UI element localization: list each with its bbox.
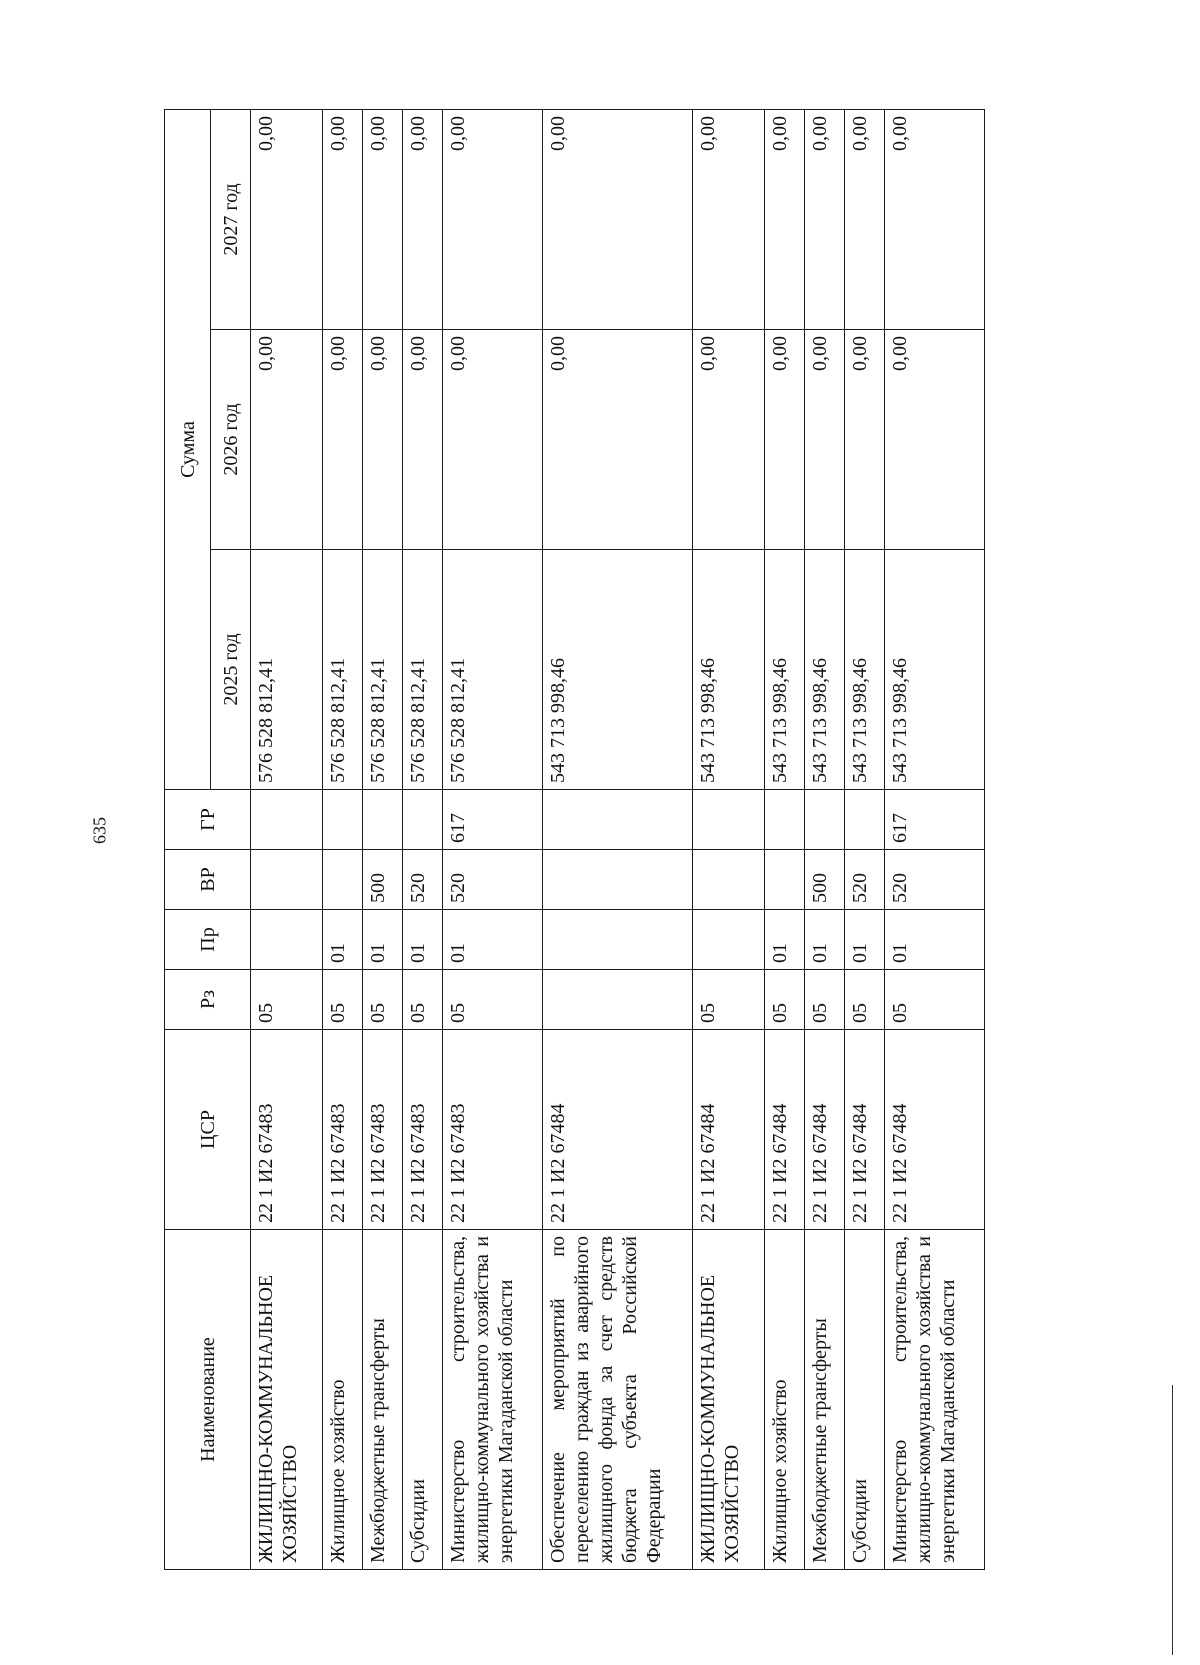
budget-table-rotated [164, 110, 959, 1570]
cell-pr: 01 [363, 910, 403, 970]
cell-gr [693, 790, 765, 850]
cell-csr: 22 1 И2 67483 [363, 1030, 403, 1230]
cell-gr [251, 790, 323, 850]
header-csr: ЦСР [165, 1030, 251, 1230]
cell-2025: 576 528 812,41 [323, 550, 363, 790]
cell-gr [765, 790, 805, 850]
cell-2026: 0,00 [323, 330, 363, 550]
cell-vr [543, 850, 693, 910]
header-vr: ВР [165, 850, 251, 910]
cell-csr: 22 1 И2 67484 [805, 1030, 845, 1230]
cell-2027: 0,00 [543, 109, 693, 329]
header-2027: 2027 год [211, 109, 251, 329]
header-sum: Сумма [165, 109, 211, 789]
cell-2027: 0,00 [363, 109, 403, 329]
table-body [251, 109, 985, 1569]
header-2025: 2025 год [211, 550, 251, 790]
table-row [403, 109, 443, 1569]
cell-name: Субсидии [845, 1230, 885, 1570]
cell-name: Субсидии [403, 1230, 443, 1570]
cell-vr: 520 [403, 850, 443, 910]
cell-vr: 520 [845, 850, 885, 910]
cell-2025: 543 713 998,46 [543, 550, 693, 790]
cell-gr [403, 790, 443, 850]
budget-table [164, 109, 985, 1570]
cell-2025: 543 713 998,46 [805, 550, 845, 790]
cell-2026: 0,00 [443, 330, 543, 550]
page-number: 635 [89, 817, 110, 844]
cell-2026: 0,00 [805, 330, 845, 550]
cell-2026: 0,00 [363, 330, 403, 550]
cell-2025: 576 528 812,41 [403, 550, 443, 790]
cell-csr: 22 1 И2 67483 [443, 1030, 543, 1230]
cell-vr: 520 [885, 850, 985, 910]
cell-name: Министерство строительства, жилищно-коммунального хозяйства и энергетики Магаданской области [885, 1230, 985, 1570]
cell-pr: 01 [443, 910, 543, 970]
cell-csr: 22 1 И2 67484 [885, 1030, 985, 1230]
cell-rz: 05 [845, 970, 885, 1030]
cell-2026: 0,00 [251, 330, 323, 550]
cell-2025: 543 713 998,46 [845, 550, 885, 790]
cell-pr: 01 [845, 910, 885, 970]
cell-vr [765, 850, 805, 910]
cell-2025: 543 713 998,46 [885, 550, 985, 790]
cell-2025: 543 713 998,46 [693, 550, 765, 790]
cell-pr: 01 [885, 910, 985, 970]
cell-csr: 22 1 И2 67483 [403, 1030, 443, 1230]
cell-csr: 22 1 И2 67483 [251, 1030, 323, 1230]
cell-vr: 500 [805, 850, 845, 910]
cell-pr [693, 910, 765, 970]
cell-pr [251, 910, 323, 970]
table-row [543, 109, 693, 1569]
cell-pr: 01 [805, 910, 845, 970]
cell-name: Обеспечение мероприятий по переселению граждан из аварийного жилищного фонда за счет средств бюджета субъекта Российской Федерации [543, 1230, 693, 1570]
table-row [805, 109, 845, 1569]
cell-csr: 22 1 И2 67484 [845, 1030, 885, 1230]
header-pr: Пр [165, 910, 251, 970]
cell-vr [323, 850, 363, 910]
cell-vr [251, 850, 323, 910]
table-row [765, 109, 805, 1569]
cell-2026: 0,00 [765, 330, 805, 550]
cell-rz: 05 [363, 970, 403, 1030]
cell-name: Межбюджетные трансферты [805, 1230, 845, 1570]
cell-gr [845, 790, 885, 850]
cell-2027: 0,00 [403, 109, 443, 329]
cell-rz: 05 [403, 970, 443, 1030]
cell-2027: 0,00 [443, 109, 543, 329]
cell-csr: 22 1 И2 67484 [543, 1030, 693, 1230]
cell-name: Министерство строительства, жилищно-коммунального хозяйства и энергетики Магаданской области [443, 1230, 543, 1570]
cell-csr: 22 1 И2 67484 [693, 1030, 765, 1230]
cell-pr: 01 [765, 910, 805, 970]
cell-pr: 01 [323, 910, 363, 970]
table-row [363, 109, 403, 1569]
header-gr: ГР [165, 790, 251, 850]
cell-name: Жилищное хозяйство [323, 1230, 363, 1570]
margin-rule [1172, 1385, 1173, 1655]
cell-gr [805, 790, 845, 850]
cell-2027: 0,00 [885, 109, 985, 329]
cell-rz [543, 970, 693, 1030]
cell-2026: 0,00 [693, 330, 765, 550]
header-2026: 2026 год [211, 330, 251, 550]
table-row [693, 109, 765, 1569]
table-row [323, 109, 363, 1569]
cell-2026: 0,00 [543, 330, 693, 550]
cell-vr: 500 [363, 850, 403, 910]
cell-vr [693, 850, 765, 910]
cell-pr [543, 910, 693, 970]
cell-name: ЖИЛИЩНО-КОММУНАЛЬНОЕ ХОЗЯЙСТВО [693, 1230, 765, 1570]
table-row [885, 109, 985, 1569]
cell-pr: 01 [403, 910, 443, 970]
cell-rz: 05 [443, 970, 543, 1030]
cell-csr: 22 1 И2 67484 [765, 1030, 805, 1230]
cell-2026: 0,00 [885, 330, 985, 550]
cell-2027: 0,00 [251, 109, 323, 329]
cell-2025: 576 528 812,41 [443, 550, 543, 790]
table-row [251, 109, 323, 1569]
cell-gr [363, 790, 403, 850]
cell-2026: 0,00 [845, 330, 885, 550]
cell-2027: 0,00 [805, 109, 845, 329]
cell-rz: 05 [885, 970, 985, 1030]
cell-rz: 05 [251, 970, 323, 1030]
cell-gr: 617 [443, 790, 543, 850]
cell-rz: 05 [805, 970, 845, 1030]
cell-gr: 617 [885, 790, 985, 850]
cell-csr: 22 1 И2 67483 [323, 1030, 363, 1230]
cell-name: ЖИЛИЩНО-КОММУНАЛЬНОЕ ХОЗЯЙСТВО [251, 1230, 323, 1570]
cell-2026: 0,00 [403, 330, 443, 550]
cell-rz: 05 [765, 970, 805, 1030]
table-row [845, 109, 885, 1569]
cell-gr [323, 790, 363, 850]
cell-vr: 520 [443, 850, 543, 910]
cell-2025: 543 713 998,46 [765, 550, 805, 790]
cell-2025: 576 528 812,41 [363, 550, 403, 790]
cell-2025: 576 528 812,41 [251, 550, 323, 790]
cell-gr [543, 790, 693, 850]
header-rz: Рз [165, 970, 251, 1030]
cell-name: Межбюджетные трансферты [363, 1230, 403, 1570]
cell-rz: 05 [693, 970, 765, 1030]
cell-rz: 05 [323, 970, 363, 1030]
cell-2027: 0,00 [323, 109, 363, 329]
cell-name: Жилищное хозяйство [765, 1230, 805, 1570]
cell-2027: 0,00 [845, 109, 885, 329]
cell-2027: 0,00 [765, 109, 805, 329]
header-name: Наименование [165, 1230, 251, 1570]
cell-2027: 0,00 [693, 109, 765, 329]
table-row [443, 109, 543, 1569]
